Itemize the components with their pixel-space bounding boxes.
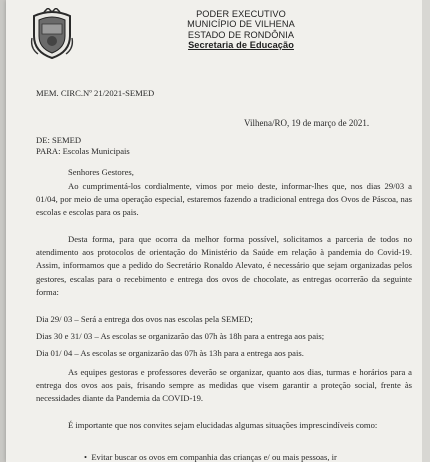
- municipal-seal-icon: [30, 8, 74, 60]
- letterhead-department: Secretaria de Educação: [188, 40, 294, 51]
- paragraph-1: Ao cumprimentá-los cordialmente, vimos por meio deste, informar-lhes que, nos dias 29/03 a 01/04, por meio de uma operação especial, estaremos fazendo a tradicional entrega dos Ovos de Páscoa, nas escolas e escolas para os pais.: [36, 181, 412, 218]
- memo-greeting: Senhores Gestores,: [68, 167, 134, 177]
- memo-from: DE: SEMED: [36, 135, 82, 145]
- memo-reference: MEM. CIRC.Nº 21/2021-SEMED: [36, 88, 155, 98]
- paragraph-3: As equipes gestoras e professores deverão se organizar, quanto aos dias, turmas e horários para a entrega dos ovos aos pais, frisando sempre as medidas que visem garantir a proteção social, frente às necessidades diante da Pandemia da COVID-19.: [36, 367, 412, 404]
- letterhead-line-3: ESTADO DE RONDÔNIA: [187, 29, 295, 40]
- schedule-item-2: Dias 30 e 31/ 03 – As escolas se organizarão das 07h às 18h para a entrega aos pais;: [36, 331, 325, 341]
- bullet-item-1: [84, 452, 337, 462]
- paragraph-2: Desta forma, para que ocorra da melhor forma possível, solicitamos a parceria de todos no atendimento aos protocolos de orientação do Ministério da Saúde em relação à pandemia do Covid-19. Assim, informamos que a pedido do Secretário Ronaldo Alevato, é necessário que sejam organizadas pelos gestores, escalas para o recebimento e entrega dos ovos de chocolate, as entregas ocorrerão da seguinte forma:: [36, 234, 412, 297]
- page-edge: [422, 0, 430, 462]
- paragraph-4: É importante que nos convites sejam elucidadas algumas situações imprescindíveis como:: [68, 420, 378, 430]
- bullet-text: Evitar buscar os ovos em companhia das crianças e/ ou mais pessoas, ir: [91, 452, 337, 462]
- schedule-item-1: Dia 29/ 03 – Será a entrega dos ovos nas escolas pela SEMED;: [36, 314, 253, 324]
- letterhead: [166, 9, 316, 51]
- letterhead-line-2: MUNICÍPIO DE VILHENA: [187, 19, 295, 30]
- memo-place-date: Vilhena/RO, 19 de março de 2021.: [244, 118, 370, 128]
- letterhead-line-1: PODER EXECUTIVO: [196, 9, 286, 19]
- memo-to: PARA: Escolas Municipais: [36, 146, 130, 156]
- bullet-icon: •: [84, 452, 92, 462]
- document-page: [6, 0, 422, 462]
- schedule-item-3: Dia 01/ 04 – As escolas se organizarão das 07h às 13h para a entrega aos pais.: [36, 348, 304, 358]
